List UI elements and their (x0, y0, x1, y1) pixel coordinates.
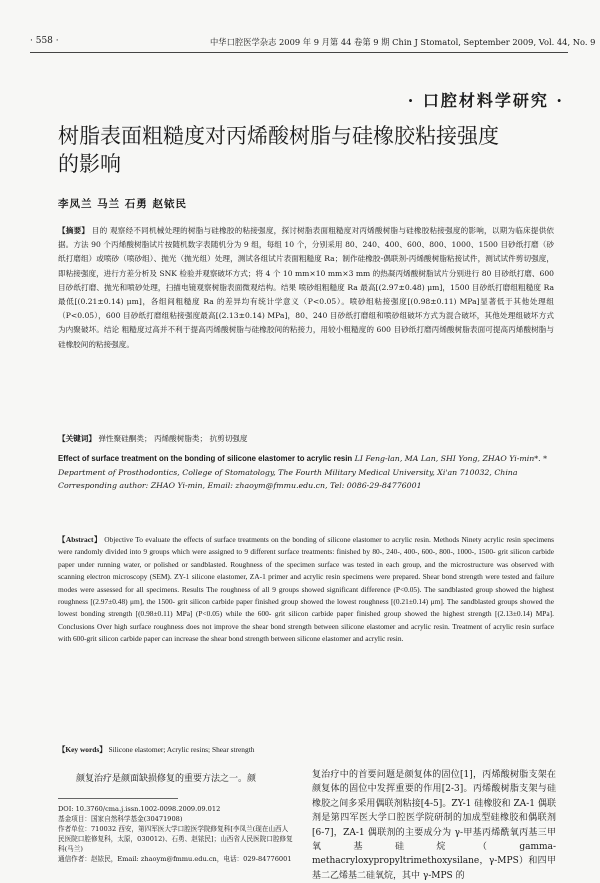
article-authors: 李凤兰 马兰 石勇 赵铱民 (58, 198, 187, 210)
body-intro-left: 颜复治疗是颜面缺损修复的重要方法之一。颜 (76, 774, 257, 784)
footnotes (58, 804, 294, 864)
keywords-cn-label: 【关键词】 (58, 434, 96, 443)
article-title: 树脂表面粗糙度对丙烯酸树脂与硅橡胶粘接强度的影响 (58, 124, 499, 176)
footnote-divider (58, 798, 178, 799)
keywords-en-label: 【Key words】 (58, 745, 107, 754)
abstract-cn-text: 目的 观察经不同机械处理的树脂与硅橡胶的粘接强度，探讨树脂表面粗糙度对丙烯酸树脂与硅橡胶粘接强度的影响，以期为临床提供依据。方法 90 个丙烯酸树脂试片按随机数字表随机分为 9 组，每组 10 个，分别采用 80、240、400、600、800、1000、1500 目砂纸打磨（砂纸打磨组）或喷砂（喷砂组）、抛光（抛光组）处理，测试各组试片表面粗糙度 Ra；制作硅橡胶-偶联剂-丙烯酸树脂粘接试件，测试试件剪切强度，即粘接强度，进行方差分析及 SNK 检验并观察破坏方式；将 4 个 10 mm×10 mm×3 mm 的热凝丙烯酸树脂试片分别进行 80 目砂纸打磨、600 目砂纸打磨、抛光和喷砂处理，扫描电镜观察树脂表面微观结构。结果 喷砂组粗糙度 Ra 最高[(2.97±0.48) μm]，1500 目砂纸打磨组粗糙度 Ra 最低[(0.21±0.14) μm]，各组间粗糙度 Ra 的差异均有统计学意义（P<0.05）。喷砂组粘接强度[(0.98±0.11) MPa]显著低于其他处理组（P<0.05），600 目砂纸打磨组粘接强度最高[(2.13±0.14) MPa]，80、240 目砂纸打磨组和喷砂组破坏方式为混合破坏，其他处理组破坏方式为内聚破坏。结论 粗糙度过高并不利于提高丙烯酸树脂与硅橡胶间的粘接力，用较小粗糙度的 600 目砂纸打磨丙烯酸树脂表面可提高丙烯酸树脂与硅橡胶间的粘接强度。 (58, 226, 554, 349)
english-authors: LI Feng-lan, MA Lan, SHI Yong, ZHAO Yi-min*. (354, 454, 541, 463)
footnote-contact: 通信作者：赵铱民，Email: zhaoym@fmmu.edu.cn，电话：029-84776001 (58, 855, 292, 863)
abstract-en (58, 534, 554, 646)
footnote-author-unit: 作者单位：710032 西安，第四军医大学口腔医学院修复科[李凤兰(现在山西人民医院口腔修复科，太原，030012)、石勇、赵铱民]；山西省人民医院口腔修复科(马兰) (58, 825, 293, 853)
header-divider (30, 52, 568, 53)
footnote-fund: 基金项目：国家自然科学基金(30471908) (58, 815, 183, 823)
body-intro-right: 复治疗中的首要问题是颜复体的固位[1]，丙烯酸树脂支架在颜复体的固位中发挥重要的作用[2-3]。丙烯酸树脂支架与硅橡胶之间多采用偶联剂粘接[4-5]。ZY-1 硅橡胶和 ZA-1 偶联剂是第四军医大学口腔医学院研制的加成型硅橡胶和偶联剂[6-7]，ZA-1 偶联剂的主要成分为 γ-甲基丙烯酰氧丙基三甲氧基硅烷（gamma-methacryloxypropyltrimethoxysilane，γ-MPS）和四甲基二乙烯基二硅氧烷，其中 γ-MPS 的 (312, 770, 556, 881)
section-heading: · 口腔材料学研究 · (407, 91, 564, 110)
keywords-cn (58, 433, 554, 444)
english-corresponding: Corresponding author: ZHAO Yi-min, Email: zhaoym@fmmu.edu.cn, Tel: 0086-29-84776001 (58, 481, 422, 490)
abstract-cn (58, 224, 554, 352)
abstract-cn-label: 【摘要】 (58, 226, 90, 235)
keywords-en-text: Silicone elastomer; Acrylic resins; Shear strength (108, 745, 255, 754)
abstract-en-text: Objective To evaluate the effects of surface treatments on the bonding of silicone elastomer to acrylic resin. Methods Ninety acrylic resin specimens were randomly divided into 9 groups which were assigned to 9 different surface treatments: finished by 80-, 240-, 400-, 600-, 800-, 1000-, 1500- grit silicon carbide paper under running water, or polished or sandblasted. Roughness of the specimen surface was tested in each group, and the microstructure was observed with scanning electron microscopy (SEM). ZY-1 silicone elastomer, ZA-1 primer and acrylic resin specimens were prepared. Shear bond strength were tested and failure modes were assessed for all specimens. Results The roughness of all 9 groups showed significant difference (P<0.05). The sandblasted group showed the highest roughness [(2.97±0.48) μm], the 1500- grit silicon carbide paper finished group showed the lowest roughness [(0.21±0.14) μm]. The sandblasted groups showed the lowest bonding strength [(0.98±0.11) MPa] (P<0.05) while the 600- grit silicon carbide paper finished group showed the highest strength [(2.13±0.14) MPa]. Conclusions Over high surface roughness does not improve the shear bond strength between silicone elastomer and acrylic resin. Treatment of acrylic resin surface with 600-grit silicon carbide paper can increase the shear bond strength between silicone elastomer and acrylic resin. (58, 535, 554, 644)
keywords-en (58, 744, 554, 755)
journal-header: 中华口腔医学杂志 2009 年 9 月第 44 卷第 9 期 Chin J Stomatol, September 2009, Vol. 44, No. 9 (210, 37, 596, 47)
page-number: · 558 · (30, 36, 59, 46)
english-header (58, 452, 554, 493)
english-title: Effect of surface treatment on the bonding of silicone elastomer to acrylic resin (58, 454, 353, 463)
keywords-cn-text: 弹性聚硅酮类； 丙烯酸树脂类； 抗剪切强度 (98, 434, 248, 443)
footnote-doi: DOI: 10.3760/cma.j.issn.1002-0098.2009.09.012 (58, 805, 221, 813)
english-affiliation: * Department of Prosthodontics, College of Stomatology, The Fourth Military Medical University, Xi'an 710032, China (58, 454, 548, 477)
abstract-en-label: 【Abstract】 (58, 535, 102, 544)
